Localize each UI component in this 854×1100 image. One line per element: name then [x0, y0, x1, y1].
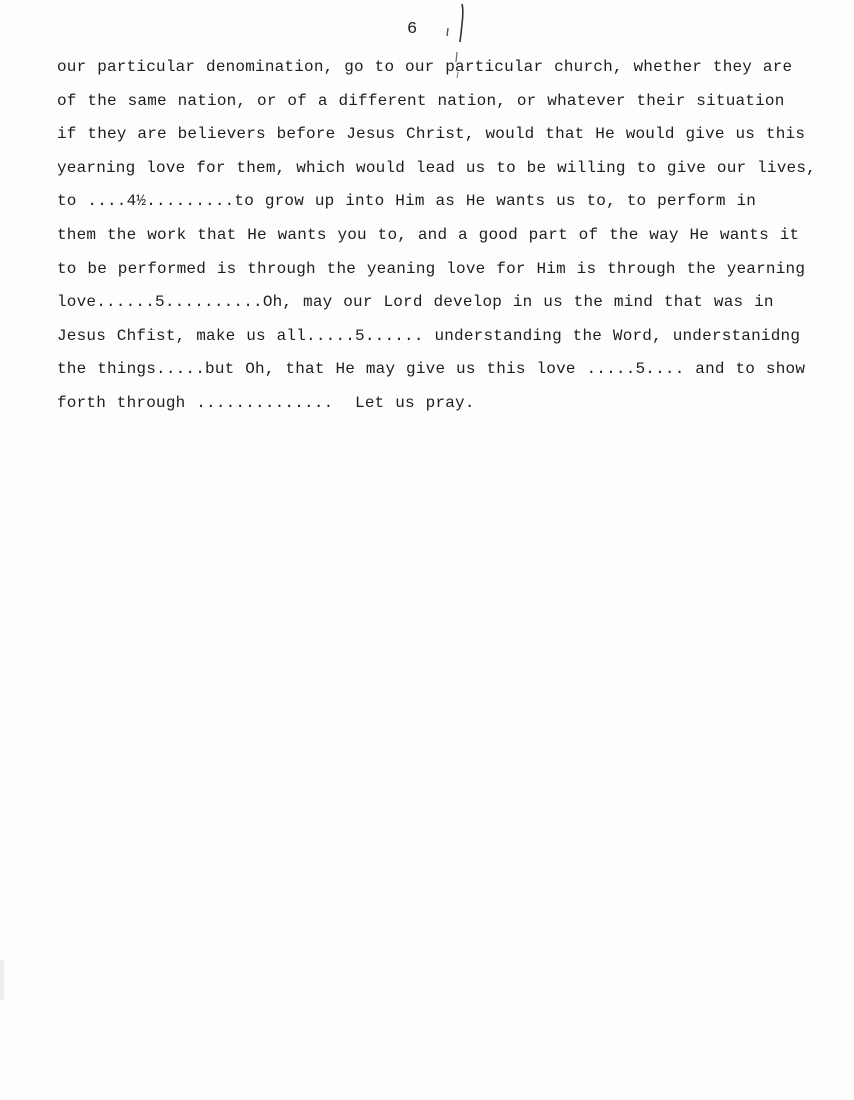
- text-line: yearning love for them, which would lead us to be willing to give our lives,: [57, 158, 816, 177]
- text-line: to ....4½.........to grow up into Him as He wants us to, to perform in: [57, 192, 757, 211]
- text-line: them the work that He wants you to, and a good part of the way He wants it: [57, 225, 800, 244]
- text-line: to be performed is through the yeaning love for Him is through the yearning: [57, 259, 806, 278]
- text-line: forth through .............. Let us pray.: [57, 393, 475, 412]
- text-line: of the same nation, or of a different nation, or whatever their situation: [57, 91, 785, 110]
- text-line: if they are believers before Jesus Christ, would that He would give us this: [57, 125, 806, 144]
- text-line: Jesus Chfist, make us all.....5...... understanding the Word, understanidng: [57, 326, 801, 345]
- page-number: 6: [407, 20, 418, 39]
- scan-edge-shadow: [0, 960, 4, 1000]
- text-line: love......5..........Oh, may our Lord develop in us the mind that was in: [57, 293, 774, 312]
- body-text: [57, 54, 837, 424]
- text-line: the things.....but Oh, that He may give us this love .....5.... and to show: [57, 360, 806, 379]
- text-line: our particular denomination, go to our particular church, whether they are: [57, 58, 793, 76]
